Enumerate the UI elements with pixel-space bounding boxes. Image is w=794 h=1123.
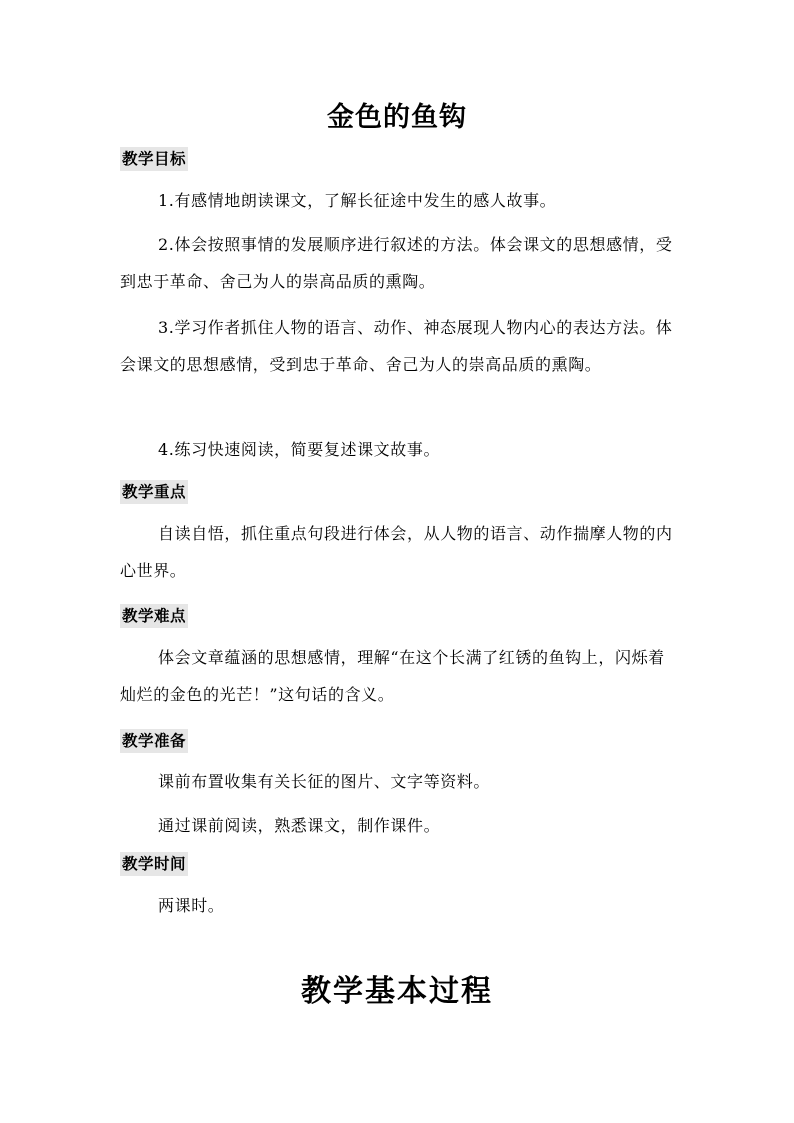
- objective-paragraph-1: 1.有感情地朗读课文，了解长征途中发生的感人故事。: [158, 191, 557, 210]
- process-heading: 教学基本过程: [301, 974, 493, 1009]
- document-title: 金色的鱼钩: [327, 102, 467, 133]
- section-heading-difficulties: 教学难点: [120, 604, 188, 628]
- section-heading-time: 教学时间: [120, 852, 188, 876]
- preparation-paragraph-2: 通过课前阅读，熟悉课文，制作课件。: [158, 816, 441, 835]
- preparation-paragraph-1: 课前布置收集有关长征的图片、文字等资料。: [158, 772, 491, 791]
- objective-paragraph-3: 3.学习作者抓住人物的语言、动作、神态展现人物内心的表达方法。体会课文的思想感情，受到忠于革命、舍己为人的崇高品质的熏陶。: [120, 318, 673, 374]
- section-heading-preparation: 教学准备: [120, 729, 188, 753]
- objective-paragraph-4: 4.练习快速阅读，简要复述课文故事。: [158, 440, 441, 459]
- time-paragraph: 两课时。: [158, 896, 225, 915]
- difficulties-paragraph: 体会文章蕴涵的思想感情，理解“在这个长满了红锈的鱼钩上，闪烁着灿烂的金色的光芒！”这句话的含义。: [120, 648, 665, 704]
- section-heading-objectives: 教学目标: [120, 147, 188, 171]
- objective-paragraph-2: 2.体会按照事情的发展顺序进行叙述的方法。体会课文的思想感情，受到忠于革命、舍己为人的崇高品质的熏陶。: [120, 235, 673, 291]
- key-points-paragraph: 自读自悟，抓住重点句段进行体会，从人物的语言、动作揣摩人物的内心世界。: [120, 524, 673, 580]
- section-heading-key-points: 教学重点: [120, 480, 188, 504]
